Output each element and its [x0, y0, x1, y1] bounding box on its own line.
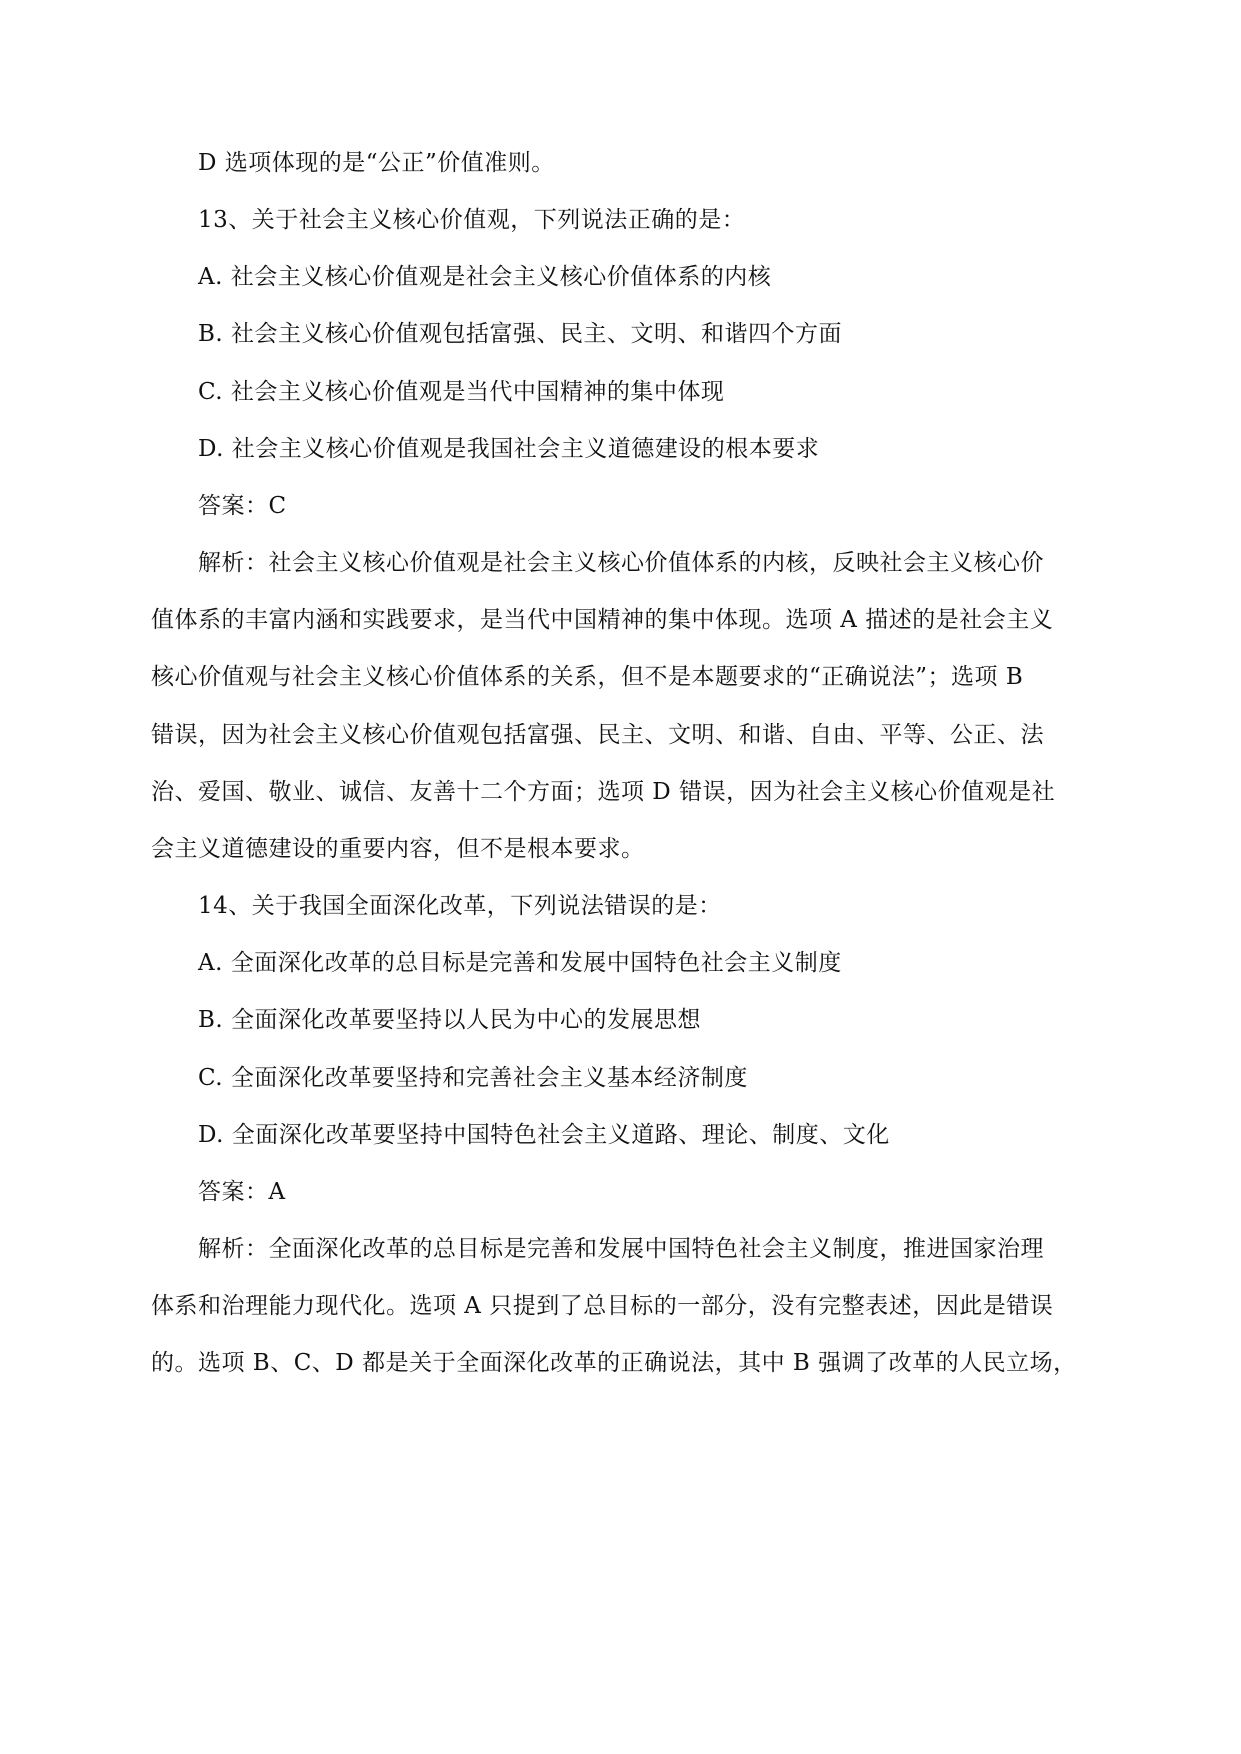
q13-analysis-line: 会主义道德建设的重要内容，但不是根本要求。 — [151, 836, 645, 862]
q13-option-d: D. 社会主义核心价值观是我国社会主义道德建设的根本要求 — [198, 436, 820, 462]
q13-answer: 答案：C — [198, 493, 287, 519]
q14-analysis-line: 体系和治理能力现代化。选项 A 只提到了总目标的一部分，没有完整表述，因此是错误 — [151, 1293, 1054, 1319]
q14-analysis-line: 解析：全面深化改革的总目标是完善和发展中国特色社会主义制度，推进国家治理 — [198, 1236, 1044, 1262]
q13-analysis-line: 核心价值观与社会主义核心价值体系的关系，但不是本题要求的“正确说法”；选项 B — [151, 664, 1024, 690]
q13-option-a: A. 社会主义核心价值观是社会主义核心价值体系的内核 — [198, 264, 772, 290]
q13-analysis-line: 治、爱国、敬业、诚信、友善十二个方面；选项 D 错误，因为社会主义核心价值观是社 — [151, 779, 1056, 805]
q14-analysis-line: 的。选项 B、C、D 都是关于全面深化改革的正确说法，其中 B 强调了改革的人民立场， — [151, 1350, 1077, 1376]
q13-analysis-line: 错误，因为社会主义核心价值观包括富强、民主、文明、和谐、自由、平等、公正、法 — [151, 722, 1044, 748]
q14-option-a: A. 全面深化改革的总目标是完善和发展中国特色社会主义制度 — [198, 950, 842, 976]
q14-answer: 答案：A — [198, 1179, 286, 1205]
q14-option-c: C. 全面深化改革要坚持和完善社会主义基本经济制度 — [198, 1065, 748, 1091]
question-13: 13、关于社会主义核心价值观，下列说法正确的是： — [198, 207, 746, 233]
q14-option-d: D. 全面深化改革要坚持中国特色社会主义道路、理论、制度、文化 — [198, 1122, 890, 1148]
q13-option-b: B. 社会主义核心价值观包括富强、民主、文明、和谐四个方面 — [198, 321, 843, 347]
q14-option-b: B. 全面深化改革要坚持以人民为中心的发展思想 — [198, 1007, 702, 1033]
q13-option-c: C. 社会主义核心价值观是当代中国精神的集中体现 — [198, 379, 725, 405]
question-14: 14、关于我国全面深化改革，下列说法错误的是： — [198, 893, 722, 919]
analysis-continuation: D 选项体现的是“公正”价值准则。 — [198, 150, 555, 176]
q13-analysis-line: 解析：社会主义核心价值观是社会主义核心价值体系的内核，反映社会主义核心价 — [198, 550, 1044, 576]
q13-analysis-line: 值体系的丰富内涵和实践要求，是当代中国精神的集中体现。选项 A 描述的是社会主义 — [151, 607, 1054, 633]
